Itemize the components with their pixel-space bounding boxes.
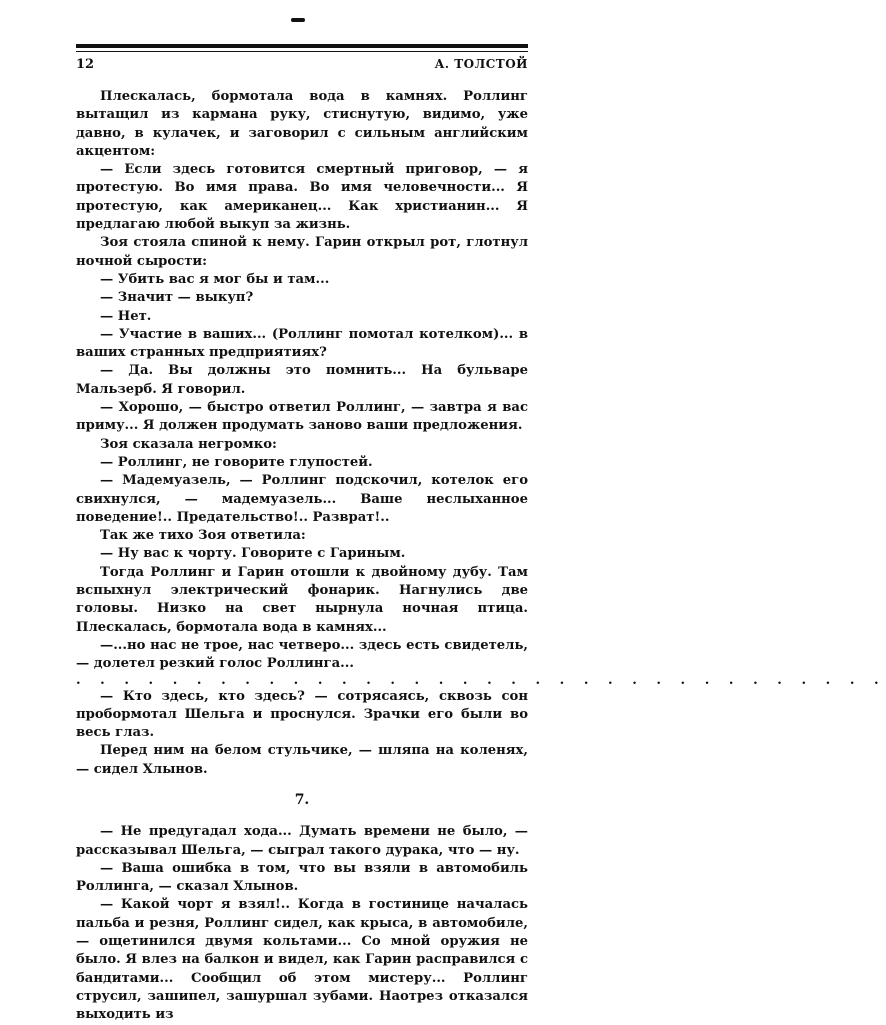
paragraph: — Мадемуазель, — Роллинг подскочил, котелок его свихнулся, — мадемуазель... Ваше неслыханное поведение!.. Предательство!.. Разврат!.. xyxy=(76,473,528,525)
chapter-number: 7. xyxy=(294,791,310,808)
paragraph: — Роллинг, не говорите глупостей. xyxy=(100,454,373,470)
paragraph: — Кто здесь, кто здесь? — сотрясаясь, сквозь сон пробормотал Шельга и проснулся. Зрачки его были во весь глаз. xyxy=(76,688,528,741)
page-number: 12 xyxy=(76,57,95,72)
paragraph: Тогда Роллинг и Гарин отошли к двойному дубу. Там вспыхнул электрический фонарик. Нагнулись две головы. Низко на свет нырнула ночная птица. Плескалась, бормотала вода в камнях... xyxy=(76,564,528,635)
paragraph: — Участие в ваших... (Роллинг помотал котелком)... в ваших странных предприятиях? xyxy=(76,326,528,361)
paragraph: — Какой чорт я взял!.. Когда в гостинице началась пальба и резня, Роллинг сидел, как крыса, в автомобиле, — ощетинился двумя кольтами... Со мной оружия не было. Я влез на балкон и видел, как Гарин расправился с бандитами... Сообщил об этом мистеру... Роллинг струсил, зашипел, зашуршал зубами. Наотрез отказался выходить из xyxy=(76,897,528,1023)
paragraph: — Если здесь готовится смертный приговор, — я протестую. Во имя права. Во имя человечности... Я протестую, как американец... Как христианин... Я предлагаю любой выкуп за жизнь. xyxy=(76,162,528,233)
paragraph: — Ну вас к чорту. Говорите с Гариным. xyxy=(100,546,406,562)
paragraph: Зоя стояла спиной к нему. Гарин открыл рот, глотнул ночной сырости: xyxy=(76,235,528,269)
running-head: А. ТОЛСТОЙ xyxy=(434,57,528,71)
paragraph: — Ваша ошибка в том, что вы взяли в автомобиль Роллинга, — сказал Хлынов. xyxy=(76,860,528,895)
body-text xyxy=(76,88,886,1025)
page-header xyxy=(76,44,528,78)
scene-separator: . . . . . . . . . . . . . . . . . . . . . . . . . . . . . . . . . . xyxy=(76,672,886,688)
paragraph: Перед ним на белом стульчике, — шляпа на коленях, — сидел Хлынов. xyxy=(76,743,528,777)
paragraph: —...но нас не трое, нас четверо... здесь есть свидетель, — долетел резкий голос Роллинга... xyxy=(76,637,528,672)
paragraph: — Хорошо, — быстро ответил Роллинг, — завтра я вас приму... Я должен продумать заново ваши предложения. xyxy=(76,400,528,434)
paragraph: — Да. Вы должны это помнить... На бульваре Мальзерб. Я говорил. xyxy=(76,363,528,397)
header-rule-thick xyxy=(76,44,528,48)
header-rule-thin xyxy=(76,51,528,52)
paragraph: Так же тихо Зоя ответила: xyxy=(100,528,306,544)
paragraph: Зоя сказала негромко: xyxy=(100,436,277,452)
paragraph: — Значит — выкуп? xyxy=(100,290,254,306)
paragraph: — Нет. xyxy=(100,308,152,324)
paragraph: Плескалась, бормотала вода в камнях. Роллинг вытащил из кармана руку, стиснутую, видимо, уже давно, в кулачек, и заговорил с сильным английским акцентом: xyxy=(76,89,528,159)
top-mark xyxy=(291,18,305,22)
paragraph: — Убить вас я мог бы и там... xyxy=(100,271,330,287)
paragraph: — Не предугадал хода... Думать времени не было, — рассказывал Шельга, — сыграл такого дурака, что — ну. xyxy=(76,824,528,858)
